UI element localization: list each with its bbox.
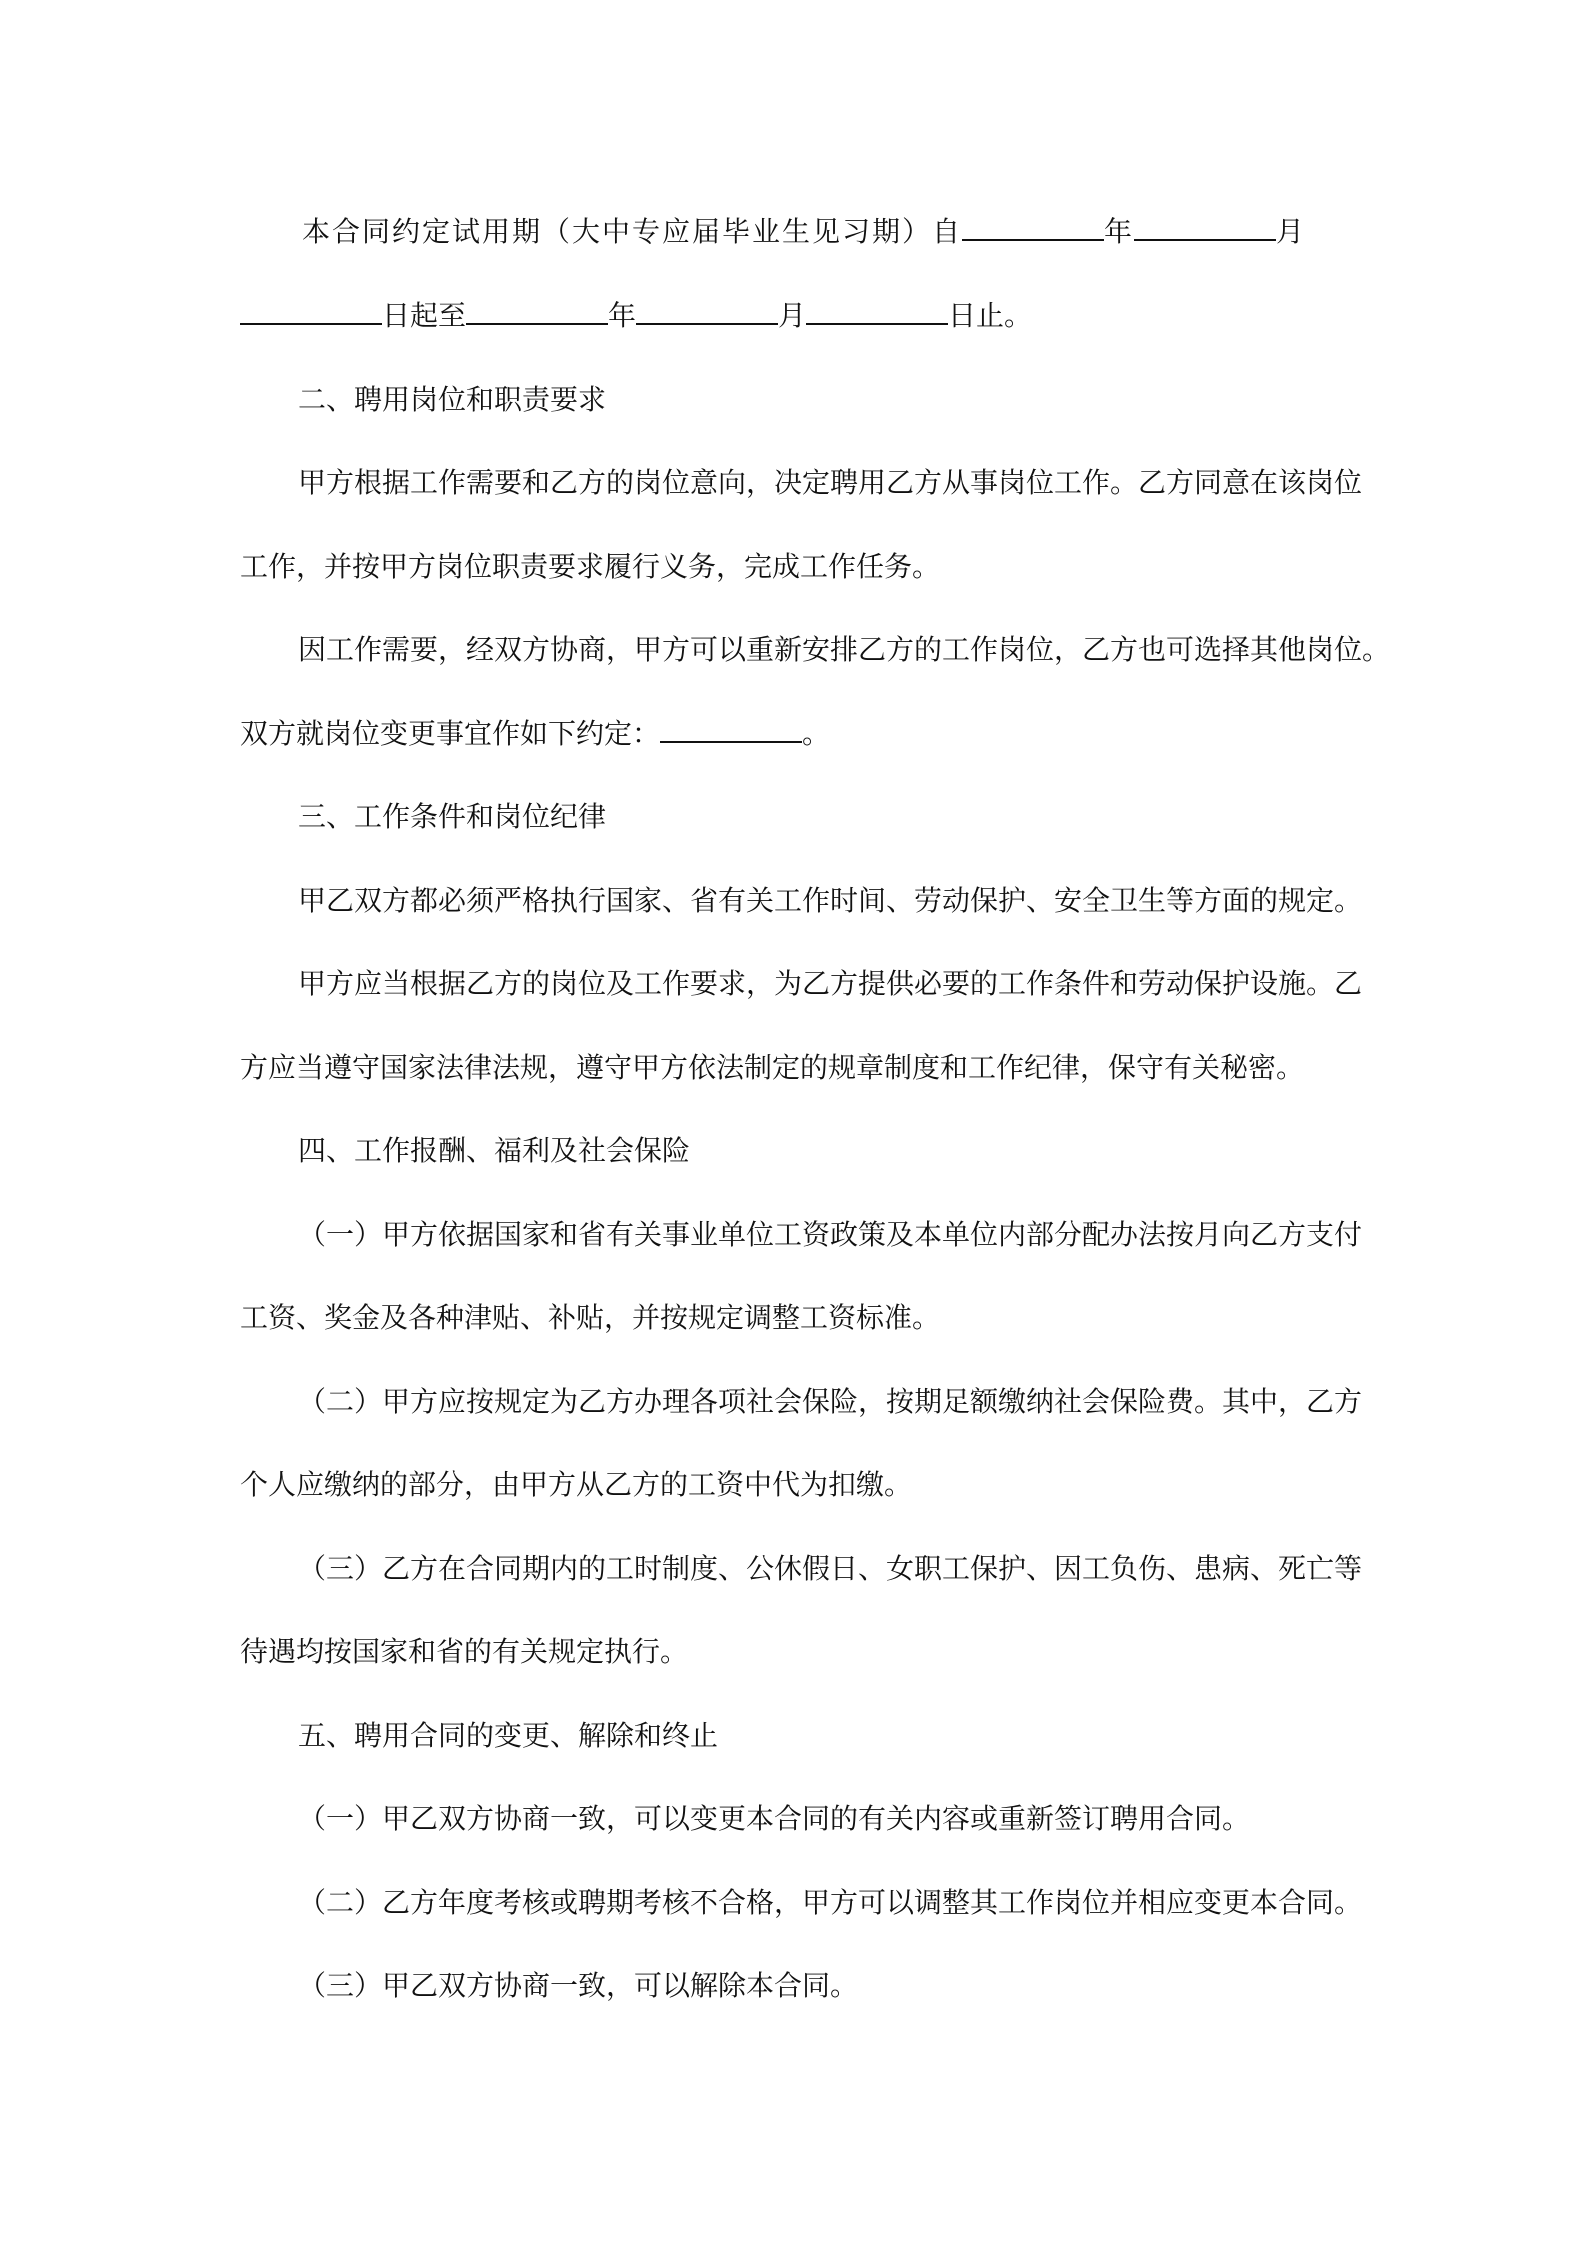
paragraph-line: 甲方根据工作需要和乙方的岗位意向，决定聘用乙方从事岗位工作。乙方同意在该岗位 [298,466,1363,499]
period-mark: 。 [802,717,831,750]
paragraph-line: 工资、奖金及各种津贴、补贴，并按规定调整工资标准。 [240,1301,941,1334]
paragraph-line: 甲方应当根据乙方的岗位及工作要求，为乙方提供必要的工作条件和劳动保护设施。乙 [298,967,1363,1000]
section-heading-5: 五、聘用合同的变更、解除和终止 [298,1719,719,1752]
end-day-label: 日止。 [948,299,1033,332]
year-end-label: 年 [608,299,637,332]
paragraph-line: 甲乙双方都必须严格执行国家、省有关工作时间、劳动保护、安全卫生等方面的规定。 [298,884,1363,917]
blank-agreement [660,715,802,743]
paragraph-line: （一）甲方依据国家和省有关事业单位工资政策及本单位内部分配办法按月向乙方支付 [298,1218,1363,1251]
probation-text: 本合同约定试用期（大中专应届毕业生见习期）自 [302,215,963,248]
paragraph-line: 因工作需要，经双方协商，甲方可以重新安排乙方的工作岗位，乙方也可选择其他岗位。 [298,633,1391,666]
paragraph-line: （二）甲方应按规定为乙方办理各项社会保险，按期足额缴纳社会保险费。其中，乙方 [298,1385,1363,1418]
blank-year-end [466,297,608,325]
month-end-label: 月 [778,299,807,332]
blank-month-end [636,297,778,325]
start-day-label: 日起至 [382,299,467,332]
paragraph-line: 个人应缴纳的部分，由甲方从乙方的工资中代为扣缴。 [240,1468,913,1501]
paragraph-line: 待遇均按国家和省的有关规定执行。 [240,1635,689,1668]
paragraph-line: 工作，并按甲方岗位职责要求履行义务，完成工作任务。 [240,550,941,583]
probation-line-2 [240,296,1032,336]
blank-month-start [1134,213,1276,241]
paragraph-line: （三）甲乙双方协商一致，可以解除本合同。 [298,1969,859,2002]
blank-day-start [240,297,382,325]
year-label: 年 [1104,215,1135,248]
month-label: 月 [1276,215,1307,248]
position-change-text: 双方就岗位变更事宜作如下约定： [240,717,661,750]
paragraph-line [240,714,830,754]
section-heading-4: 四、工作报酬、福利及社会保险 [298,1134,691,1167]
paragraph-line: 方应当遵守国家法律法规，遵守甲方依法制定的规章制度和工作纪律，保守有关秘密。 [240,1051,1305,1084]
paragraph-line: （二）乙方年度考核或聘期考核不合格，甲方可以调整其工作岗位并相应变更本合同。 [298,1886,1363,1919]
blank-year-start [962,213,1104,241]
section-heading-3: 三、工作条件和岗位纪律 [298,800,607,833]
section-heading-2: 二、聘用岗位和职责要求 [298,383,607,416]
paragraph-line: （一）甲乙双方协商一致，可以变更本合同的有关内容或重新签订聘用合同。 [298,1802,1251,1835]
blank-day-end [806,297,948,325]
paragraph-line: （三）乙方在合同期内的工时制度、公休假日、女职工保护、因工负伤、患病、死亡等 [298,1552,1363,1585]
probation-line-1 [302,212,1306,252]
